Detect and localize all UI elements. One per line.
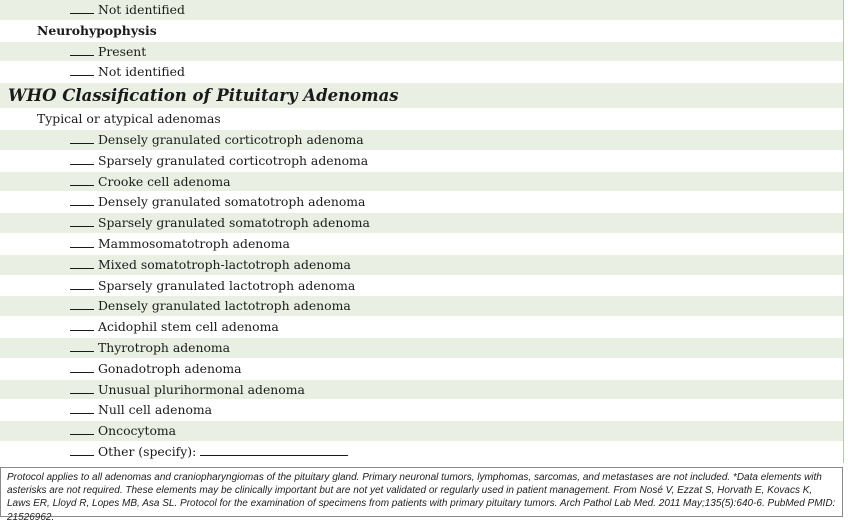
option-label: Mixed somatotroph-lactotroph adenoma	[98, 256, 351, 272]
checkbox-blank[interactable]	[70, 341, 94, 352]
option-row[interactable]	[0, 255, 843, 276]
checkbox-blank[interactable]	[70, 216, 94, 227]
option-label: Present	[98, 43, 147, 59]
checkbox-blank[interactable]	[70, 237, 94, 248]
option-label: Sparsely granulated corticotroph adenoma	[98, 152, 369, 168]
option-row[interactable]	[0, 276, 843, 297]
option-row[interactable]	[0, 421, 843, 442]
checkbox-blank[interactable]	[70, 424, 94, 435]
group-label-row	[0, 109, 843, 130]
checkbox-blank[interactable]	[70, 383, 94, 394]
option-row[interactable]	[0, 62, 843, 83]
checkbox-blank[interactable]	[70, 258, 94, 269]
option-label: Densely granulated somatotroph adenoma	[98, 194, 366, 210]
option-label: Thyrotroph adenoma	[98, 339, 231, 355]
checkbox-blank[interactable]	[70, 175, 94, 186]
checkbox-blank[interactable]	[70, 320, 94, 331]
option-label: Not identified	[98, 2, 185, 17]
checkbox-blank[interactable]	[70, 195, 94, 206]
checkbox-blank[interactable]	[70, 154, 94, 165]
option-label: Not identified	[98, 64, 185, 80]
option-row[interactable]	[0, 213, 843, 234]
option-label: Sparsely granulated somatotroph adenoma	[98, 215, 370, 231]
checkbox-blank[interactable]	[70, 279, 94, 290]
section-heading	[0, 83, 843, 109]
option-label: Gonadotroph adenoma	[98, 360, 242, 376]
checkbox-blank[interactable]	[70, 403, 94, 414]
checkbox-blank[interactable]	[70, 45, 94, 56]
option-row[interactable]	[0, 42, 843, 63]
checkbox-blank[interactable]	[70, 133, 94, 144]
option-row[interactable]	[0, 338, 843, 359]
option-label: Null cell adenoma	[98, 402, 213, 418]
group-label: Typical or atypical adenomas	[37, 111, 221, 127]
subheading-label: Neurohypophysis	[37, 22, 157, 38]
heading-label: WHO Classification of Pituitary Adenomas	[8, 86, 399, 106]
option-label: Densely granulated corticotroph adenoma	[98, 131, 364, 147]
option-row[interactable]	[0, 296, 843, 317]
option-row[interactable]	[0, 172, 843, 193]
section-subheading	[0, 21, 843, 42]
option-row[interactable]	[0, 130, 843, 151]
option-row[interactable]	[0, 400, 843, 421]
option-label: Sparsely granulated lactotroph adenoma	[98, 277, 356, 293]
checkbox-blank[interactable]	[70, 362, 94, 373]
option-label: Other (specify):	[98, 443, 197, 459]
option-label: Densely granulated lactotroph adenoma	[98, 298, 351, 314]
option-row[interactable]	[0, 359, 843, 380]
option-label: Mammosomatotroph adenoma	[98, 235, 290, 251]
specify-input-line[interactable]	[200, 445, 348, 456]
checkbox-blank[interactable]	[70, 65, 94, 76]
checkbox-blank[interactable]	[70, 3, 94, 14]
option-row[interactable]	[0, 151, 843, 172]
option-row[interactable]	[0, 317, 843, 338]
option-label: Crooke cell adenoma	[98, 173, 231, 189]
option-row[interactable]	[0, 0, 843, 21]
option-row-other[interactable]	[0, 442, 843, 463]
option-label: Acidophil stem cell adenoma	[98, 319, 279, 335]
option-row[interactable]	[0, 192, 843, 213]
footnote	[0, 467, 843, 523]
option-label: Unusual plurihormonal adenoma	[98, 381, 305, 397]
option-row[interactable]	[0, 380, 843, 401]
footnote-text: Protocol applies to all adenomas and craniopharyngiomas of the pituitary gland. Primary neuronal tumors, lymphomas, sarcomas, and metastases are not included. *Data elements with asterisks are not required. These elements may be clinically important but are not yet validated or regularly used in patient management. From Nosé V, Ezzat S, Horvath E, Kovacs K, Laws ER, Lloyd R, Lopes MB, Asa SL. Protocol for the examination of specimens from patients with primary pituitary tumors. Arch Pathol Lab Med. 2011 May;135(5):640-6. PubMed PMID: 21526962.	[7, 472, 836, 523]
option-label: Oncocytoma	[98, 423, 177, 439]
checkbox-blank[interactable]	[70, 299, 94, 310]
checkbox-blank[interactable]	[70, 445, 94, 456]
option-row[interactable]	[0, 234, 843, 255]
